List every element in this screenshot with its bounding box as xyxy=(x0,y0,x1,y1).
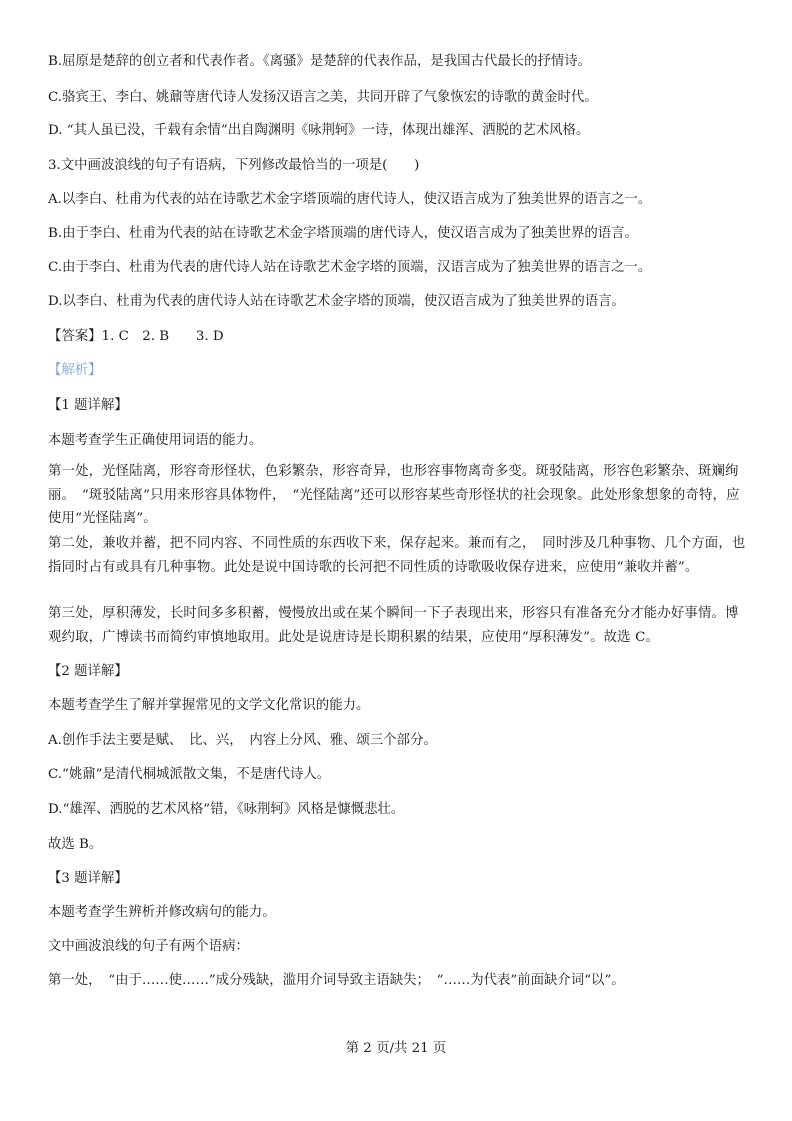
detail-1-paragraph-2: 第二处，兼收并蓄，把不同内容、不同性质的东西收下来，保存起来。兼而有之， 同时涉及几种事物、几个方面，也指同时占有或具有几种事物。此处是说中国诗歌的长河把不同性质的诗歌吸收保存进来，应使用“兼收并蓄”。 xyxy=(48,536,746,575)
page-footer: 第 2 页/共 21 页 xyxy=(345,1041,447,1056)
option-2b: B.屈原是楚辞的创立者和代表作者。《离骚》是楚辞的代表作品，是我国古代最长的抒情诗。 xyxy=(48,54,592,69)
detail-1-paragraph-1: 第一处，光怪陆离，形容奇形怪状，色彩繁杂，形容奇异，也形容事物离奇多变。斑驳陆离，形容色彩繁杂、斑斓绚丽。 “斑驳陆离”只用来形容具体物件， “光怪陆离”还可以形容某些奇形怪状的社会现象。此处形象想象的奇特，应使用“光怪陆离”。 xyxy=(48,464,740,526)
detail-1-title: 【1 题详解】 xyxy=(48,398,128,413)
detail-2-conclusion: 故选 B。 xyxy=(48,837,103,852)
question-3: 3.文中画波浪线的句子有语病，下列修改最恰当的一项是( ) xyxy=(48,158,420,173)
answer-line: 【答案】1. C 2. B 3. D xyxy=(48,329,224,344)
detail-1-paragraph-3: 第三处，厚积薄发，长时间多多积蓄，慢慢放出或在某个瞬间一下子表现出来，形容只有准备充分才能办好事情。博观约取，广博读书而简约审慎地取用。此处是说唐诗是长期积累的结果，应使用“厚积薄发”。故选 C。 xyxy=(48,606,739,645)
detail-1-intro: 本题考查学生正确使用词语的能力。 xyxy=(48,433,263,448)
option-3d: D.以李白、杜甫为代表的唐代诗人站在诗歌艺术金字塔的顶端，使汉语言成为了独美世界的语言。 xyxy=(48,294,625,309)
detail-2-d: D.“雄浑、洒脱的艺术风格”错，《咏荆轲》风格是慷慨悲壮。 xyxy=(48,802,405,817)
option-2c: C.骆宾王、李白、姚鼐等唐代诗人发扬汉语言之美，共同开辟了气象恢宏的诗歌的黄金时代。 xyxy=(48,90,598,105)
detail-3-paragraph-1: 文中画波浪线的句子有两个语病： xyxy=(48,939,249,954)
detail-2-a: A.创作手法主要是赋、 比、兴， 内容上分风、雅、颂三个部分。 xyxy=(48,733,437,748)
option-3c: C.由于李白、杜甫为代表的唐代诗人站在诗歌艺术金字塔的顶端，汉语言成为了独美世界的语言之一。 xyxy=(48,260,652,275)
option-3b: B.由于李白、杜甫为代表的站在诗歌艺术金字塔顶端的唐代诗人，使汉语言成为了独美世界的语言。 xyxy=(48,226,638,241)
detail-2-intro: 本题考查学生了解并掌握常见的文学文化常识的能力。 xyxy=(48,698,370,713)
detail-3-title: 【3 题详解】 xyxy=(48,871,128,886)
detail-3-intro: 本题考查学生辨析并修改病句的能力。 xyxy=(48,905,276,920)
analysis-heading: 【解析】 xyxy=(48,363,102,378)
option-2d: D. “其人虽已没，千载有余情”出自陶渊明《咏荆轲》一诗，体现出雄浑、洒脱的艺术风格。 xyxy=(48,123,590,138)
detail-2-c: C.“姚鼐”是清代桐城派散文集，不是唐代诗人。 xyxy=(48,767,331,782)
option-3a: A.以李白、杜甫为代表的站在诗歌艺术金字塔顶端的唐代诗人，使汉语言成为了独美世界的语言之一。 xyxy=(48,192,652,207)
detail-2-title: 【2 题详解】 xyxy=(48,664,128,679)
detail-3-paragraph-2: 第一处， “由于……使……”成分残缺，滥用介词导致主语缺失； “……为代表”前面缺介词“以”。 xyxy=(48,973,625,988)
